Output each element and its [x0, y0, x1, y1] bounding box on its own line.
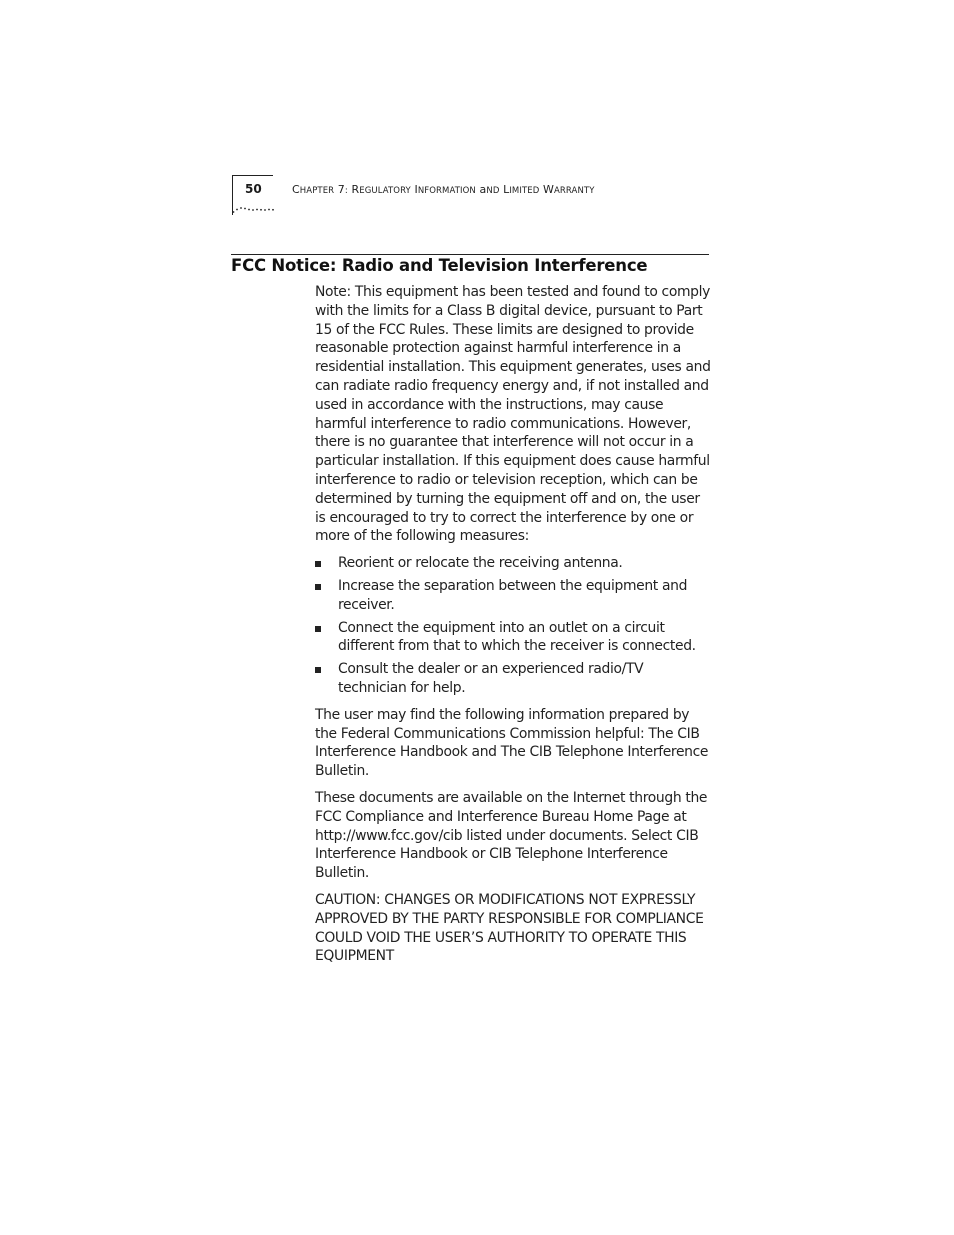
info-paragraph: The user may find the following information prepared by the Federal Communications Commission helpful: The CIB Interference Handbook and The CIB Telephone Interference Bulletin. — [315, 706, 709, 780]
intro-paragraph: Note: This equipment has been tested and found to comply with the limits for a Class B digital device, pursuant to Part 15 of the FCC Rules. These limits are designed to provide reasonable protection against harmful interference in a residential installation. This equipment generates, uses and can radiate radio frequency energy and, if not installed and used in accordance with the instructions, may cause harmful interference to radio communications. However, there is no guarantee that interference will not occur in a particular installation. If this equipment does cause harmful interference to radio or television reception, which can be determined by turning the equipment off and on, the user is encouraged to try to correct the interference by one or more of the following measures: — [315, 284, 711, 545]
square-bullet-icon — [315, 667, 321, 673]
list-item — [315, 554, 713, 573]
list-item-text: Consult the dealer or an experienced radio/TV technician for help. — [338, 661, 644, 696]
page-number: 50 — [245, 182, 262, 196]
list-item — [315, 660, 713, 698]
square-bullet-icon — [315, 584, 321, 590]
section-heading: FCC Notice: Radio and Television Interference — [231, 256, 648, 275]
list-item — [315, 619, 713, 657]
list-item-text: Increase the separation between the equipment and receiver. — [338, 577, 688, 613]
caution-paragraph: CAUTION: CHANGES OR MODIFICATIONS NOT EXPRESSLY APPROVED BY THE PARTY RESPONSIBLE FOR COMPLIANCE COULD VOID THE USER’S AUTHORITY TO OPERATE THIS EQUIPMENT — [315, 891, 704, 965]
dotted-ornament — [232, 200, 276, 216]
running-header: CHAPTER 7: REGULATORY INFORMATION aND LIMITED WARRANTY — [292, 183, 595, 196]
list-item — [315, 577, 713, 615]
measures-list — [315, 554, 713, 698]
list-item-text: Reorient or relocate the receiving antenna. — [338, 555, 623, 572]
list-item-text: Connect the equipment into an outlet on a circuit different from that to which the receiver is connected. — [338, 619, 696, 655]
square-bullet-icon — [315, 626, 321, 632]
documents-paragraph: These documents are available on the Internet through the FCC Compliance and Interference Bureau Home Page at http://www.fcc.gov/cib listed under documents. Select CIB Interference Handbook or CIB Telephone Interference Bulletin. — [315, 789, 708, 882]
section-rule — [231, 254, 709, 255]
square-bullet-icon — [315, 561, 321, 567]
body-text — [315, 283, 713, 974]
